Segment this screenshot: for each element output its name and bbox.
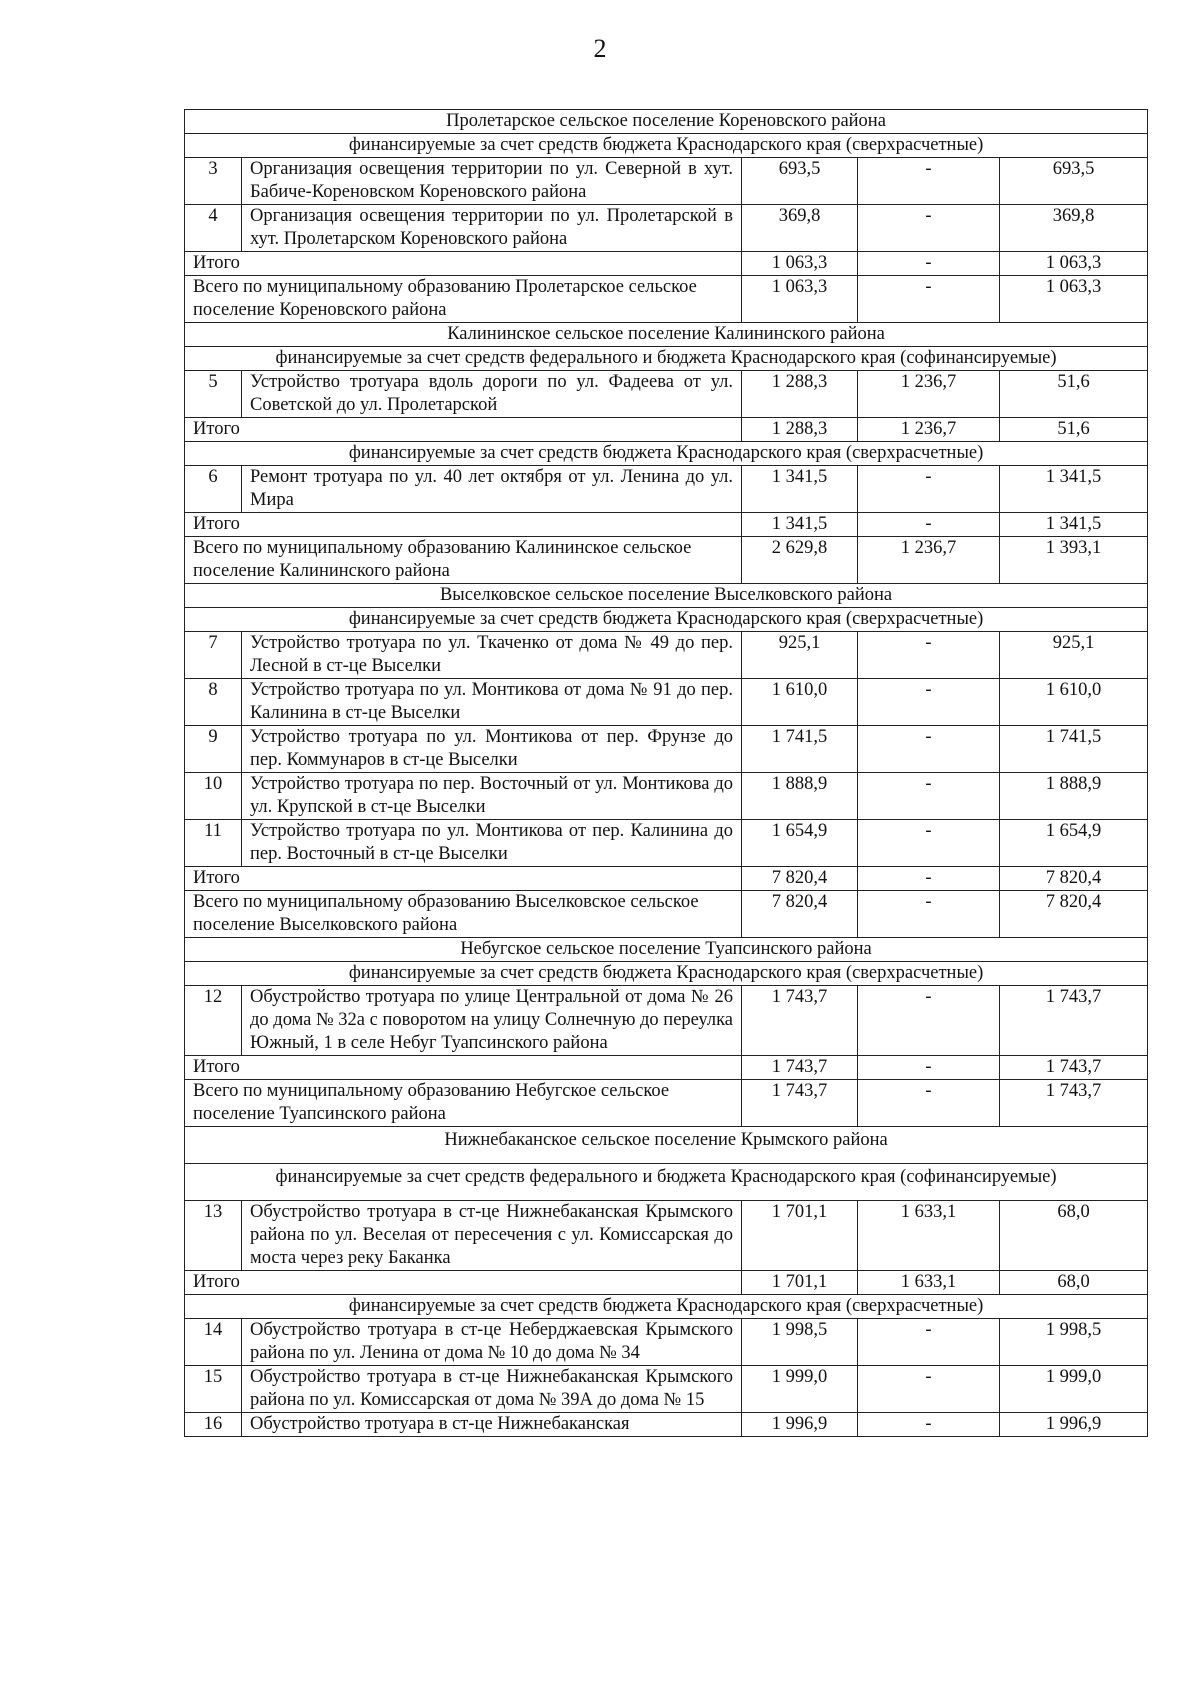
subtotal-label: Итого — [185, 418, 742, 442]
federal-amount: - — [858, 252, 1000, 276]
subtotal-row — [185, 1271, 1148, 1295]
regional-amount: 68,0 — [1000, 1201, 1148, 1271]
table-row — [185, 371, 1148, 418]
federal-amount: - — [858, 466, 1000, 513]
row-number: 8 — [185, 679, 242, 726]
regional-amount: 369,8 — [1000, 205, 1148, 252]
federal-amount: - — [858, 820, 1000, 867]
row-number: 9 — [185, 726, 242, 773]
subtotal-label: Итого — [185, 1271, 742, 1295]
item-name: Обустройство тротуара по улице Центральной от дома № 26 до дома № 32а с поворотом на улицу Солнечную до переулка Южный, 1 в селе Небуг Туапсинского района — [242, 986, 742, 1056]
subtotal-row — [185, 537, 1148, 584]
total-amount: 1 063,3 — [742, 276, 858, 323]
section-title: Нижнебаканское сельское поселение Крымского района — [185, 1127, 1148, 1164]
regional-amount: 1 063,3 — [1000, 252, 1148, 276]
total-amount: 7 820,4 — [742, 891, 858, 938]
funding-source-row — [185, 442, 1148, 466]
budget-table-body — [185, 110, 1148, 1437]
total-amount: 1 341,5 — [742, 466, 858, 513]
item-name: Ремонт тротуара по ул. 40 лет октября от ул. Ленина до ул. Мира — [242, 466, 742, 513]
subtotal-row — [185, 1056, 1148, 1080]
federal-amount: - — [858, 679, 1000, 726]
row-number: 5 — [185, 371, 242, 418]
subtotal-label: Всего по муниципальному образованию Пролетарское сельское поселение Кореновского района — [185, 276, 742, 323]
item-name: Обустройство тротуара в ст-це Нижнебаканская Крымского района по ул. Комиссарская от дома № 39А до дома № 15 — [242, 1366, 742, 1413]
federal-amount: - — [858, 1080, 1000, 1127]
row-number: 12 — [185, 986, 242, 1056]
regional-amount: 1 743,7 — [1000, 986, 1148, 1056]
budget-table — [184, 109, 1148, 1437]
total-amount: 2 629,8 — [742, 537, 858, 584]
regional-amount: 51,6 — [1000, 418, 1148, 442]
table-row — [185, 1201, 1148, 1271]
regional-amount: 1 393,1 — [1000, 537, 1148, 584]
item-name: Устройство тротуара по ул. Монтикова от пер. Калинина до пер. Восточный в ст-це Выселки — [242, 820, 742, 867]
funding-source-row — [185, 134, 1148, 158]
regional-amount: 1 063,3 — [1000, 276, 1148, 323]
federal-amount: - — [858, 773, 1000, 820]
subtotal-row — [185, 891, 1148, 938]
table-row — [185, 726, 1148, 773]
subtotal-row — [185, 867, 1148, 891]
funding-source-title: финансируемые за счет средств бюджета Краснодарского края (сверхрасчетные) — [185, 442, 1148, 466]
section-title: Калининское сельское поселение Калининского района — [185, 323, 1148, 347]
federal-amount: - — [858, 726, 1000, 773]
federal-amount: 1 236,7 — [858, 418, 1000, 442]
funding-source-row — [185, 1295, 1148, 1319]
section-header-row — [185, 110, 1148, 134]
regional-amount: 925,1 — [1000, 632, 1148, 679]
federal-amount: 1 236,7 — [858, 537, 1000, 584]
total-amount: 925,1 — [742, 632, 858, 679]
funding-source-title: финансируемые за счет средств бюджета Краснодарского края (сверхрасчетные) — [185, 608, 1148, 632]
federal-amount: - — [858, 1366, 1000, 1413]
subtotal-row — [185, 513, 1148, 537]
section-header-row — [185, 938, 1148, 962]
regional-amount: 1 610,0 — [1000, 679, 1148, 726]
subtotal-row — [185, 1080, 1148, 1127]
regional-amount: 1 341,5 — [1000, 513, 1148, 537]
regional-amount: 1 743,7 — [1000, 1056, 1148, 1080]
total-amount: 1 998,5 — [742, 1319, 858, 1366]
federal-amount: - — [858, 1413, 1000, 1437]
item-name: Организация освещения территории по ул. Северной в хут. Бабиче-Кореновском Кореновского района — [242, 158, 742, 205]
table-row — [185, 1413, 1148, 1437]
total-amount: 693,5 — [742, 158, 858, 205]
section-header-row — [185, 323, 1148, 347]
table-row — [185, 205, 1148, 252]
subtotal-label: Итого — [185, 1056, 742, 1080]
federal-amount: 1 633,1 — [858, 1271, 1000, 1295]
item-name: Устройство тротуара по ул. Монтикова от пер. Фрунзе до пер. Коммунаров в ст-це Выселки — [242, 726, 742, 773]
subtotal-label: Всего по муниципальному образованию Небугское сельское поселение Туапсинского района — [185, 1080, 742, 1127]
row-number: 13 — [185, 1201, 242, 1271]
subtotal-label: Итого — [185, 513, 742, 537]
table-row — [185, 632, 1148, 679]
table-row — [185, 466, 1148, 513]
row-number: 15 — [185, 1366, 242, 1413]
federal-amount: - — [858, 276, 1000, 323]
row-number: 4 — [185, 205, 242, 252]
regional-amount: 1 743,7 — [1000, 1080, 1148, 1127]
federal-amount: 1 633,1 — [858, 1201, 1000, 1271]
regional-amount: 7 820,4 — [1000, 891, 1148, 938]
total-amount: 1 741,5 — [742, 726, 858, 773]
section-title: Небугское сельское поселение Туапсинского района — [185, 938, 1148, 962]
table-row — [185, 1319, 1148, 1366]
federal-amount: - — [858, 1319, 1000, 1366]
table-row — [185, 1366, 1148, 1413]
federal-amount: - — [858, 986, 1000, 1056]
regional-amount: 1 996,9 — [1000, 1413, 1148, 1437]
table-row — [185, 679, 1148, 726]
total-amount: 1 288,3 — [742, 418, 858, 442]
regional-amount: 1 341,5 — [1000, 466, 1148, 513]
regional-amount: 7 820,4 — [1000, 867, 1148, 891]
section-header-row — [185, 1127, 1148, 1164]
regional-amount: 693,5 — [1000, 158, 1148, 205]
table-row — [185, 773, 1148, 820]
total-amount: 1 743,7 — [742, 1056, 858, 1080]
table-row — [185, 820, 1148, 867]
item-name: Обустройство тротуара в ст-це Нижнебаканская Крымского района по ул. Веселая от пересечения с ул. Комиссарская до моста через реку Баканка — [242, 1201, 742, 1271]
federal-amount: - — [858, 205, 1000, 252]
total-amount: 7 820,4 — [742, 867, 858, 891]
regional-amount: 51,6 — [1000, 371, 1148, 418]
total-amount: 1 288,3 — [742, 371, 858, 418]
federal-amount: - — [858, 513, 1000, 537]
section-title: Пролетарское сельское поселение Кореновского района — [185, 110, 1148, 134]
section-header-row — [185, 584, 1148, 608]
federal-amount: - — [858, 158, 1000, 205]
subtotal-label: Итого — [185, 867, 742, 891]
item-name: Обустройство тротуара в ст-це Нижнебаканская — [242, 1413, 742, 1437]
item-name: Обустройство тротуара в ст-це Неберджаевская Крымского района по ул. Ленина от дома № 10 до дома № 34 — [242, 1319, 742, 1366]
funding-source-row — [185, 1164, 1148, 1201]
funding-source-title: финансируемые за счет средств федерального и бюджета Краснодарского края (софинансируемые) — [185, 347, 1148, 371]
total-amount: 1 063,3 — [742, 252, 858, 276]
total-amount: 1 996,9 — [742, 1413, 858, 1437]
total-amount: 1 701,1 — [742, 1271, 858, 1295]
funding-source-row — [185, 962, 1148, 986]
table-row — [185, 986, 1148, 1056]
subtotal-row — [185, 252, 1148, 276]
row-number: 14 — [185, 1319, 242, 1366]
total-amount: 1 999,0 — [742, 1366, 858, 1413]
table-row — [185, 158, 1148, 205]
federal-amount: - — [858, 1056, 1000, 1080]
item-name: Устройство тротуара по пер. Восточный от ул. Монтикова до ул. Крупской в ст-це Выселки — [242, 773, 742, 820]
total-amount: 1 654,9 — [742, 820, 858, 867]
item-name: Организация освещения территории по ул. Пролетарской в хут. Пролетарском Кореновского района — [242, 205, 742, 252]
funding-source-row — [185, 347, 1148, 371]
funding-source-title: финансируемые за счет средств федерального и бюджета Краснодарского края (софинансируемые) — [185, 1164, 1148, 1201]
item-name: Устройство тротуара вдоль дороги по ул. Фадеева от ул. Советской до ул. Пролетарской — [242, 371, 742, 418]
total-amount: 369,8 — [742, 205, 858, 252]
total-amount: 1 341,5 — [742, 513, 858, 537]
subtotal-label: Итого — [185, 252, 742, 276]
item-name: Устройство тротуара по ул. Монтикова от дома № 91 до пер. Калинина в ст-це Выселки — [242, 679, 742, 726]
federal-amount: - — [858, 632, 1000, 679]
total-amount: 1 610,0 — [742, 679, 858, 726]
subtotal-row — [185, 276, 1148, 323]
federal-amount: 1 236,7 — [858, 371, 1000, 418]
row-number: 3 — [185, 158, 242, 205]
regional-amount: 68,0 — [1000, 1271, 1148, 1295]
row-number: 10 — [185, 773, 242, 820]
regional-amount: 1 741,5 — [1000, 726, 1148, 773]
funding-source-title: финансируемые за счет средств бюджета Краснодарского края (сверхрасчетные) — [185, 962, 1148, 986]
total-amount: 1 701,1 — [742, 1201, 858, 1271]
subtotal-label: Всего по муниципальному образованию Калининское сельское поселение Калининского района — [185, 537, 742, 584]
federal-amount: - — [858, 891, 1000, 938]
subtotal-row — [185, 418, 1148, 442]
regional-amount: 1 998,5 — [1000, 1319, 1148, 1366]
section-title: Выселковское сельское поселение Выселковского района — [185, 584, 1148, 608]
funding-source-title: финансируемые за счет средств бюджета Краснодарского края (сверхрасчетные) — [185, 1295, 1148, 1319]
row-number: 11 — [185, 820, 242, 867]
funding-source-row — [185, 608, 1148, 632]
total-amount: 1 743,7 — [742, 986, 858, 1056]
regional-amount: 1 888,9 — [1000, 773, 1148, 820]
row-number: 6 — [185, 466, 242, 513]
row-number: 7 — [185, 632, 242, 679]
federal-amount: - — [858, 867, 1000, 891]
regional-amount: 1 999,0 — [1000, 1366, 1148, 1413]
item-name: Устройство тротуара по ул. Ткаченко от дома № 49 до пер. Лесной в ст-це Выселки — [242, 632, 742, 679]
regional-amount: 1 654,9 — [1000, 820, 1148, 867]
page-number: 2 — [593, 34, 607, 63]
row-number: 16 — [185, 1413, 242, 1437]
funding-source-title: финансируемые за счет средств бюджета Краснодарского края (сверхрасчетные) — [185, 134, 1148, 158]
subtotal-label: Всего по муниципальному образованию Выселковское сельское поселение Выселковского района — [185, 891, 742, 938]
total-amount: 1 743,7 — [742, 1080, 858, 1127]
total-amount: 1 888,9 — [742, 773, 858, 820]
